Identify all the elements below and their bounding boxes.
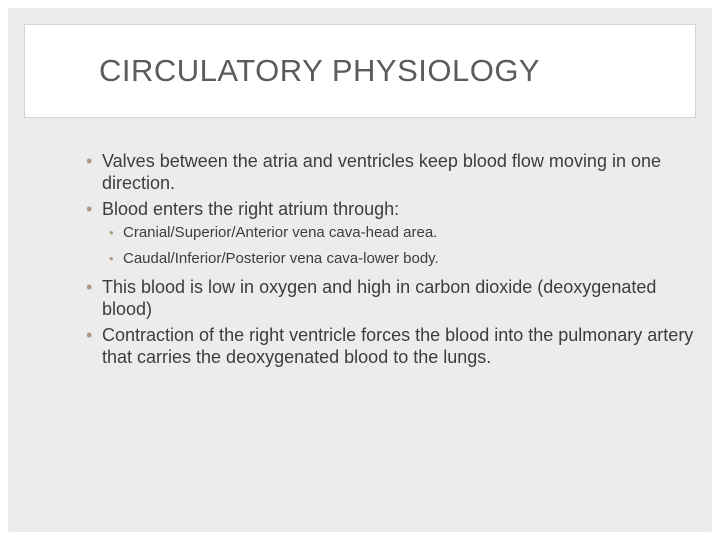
slide [8,8,712,532]
bullet-text: Valves between the atria and ventricles keep blood flow moving in one direction. [102,151,662,193]
bullet-text: Contraction of the right ventricle forces the blood into the pulmonary artery that carries the deoxygenated blood to the lungs. [102,325,694,367]
sub-bullet-text: Caudal/Inferior/Posterior vena cava-lower body. [123,250,439,267]
bullet-icon: • [86,325,93,345]
sub-bullet-text: Cranial/Superior/Anterior vena cava-head area. [123,224,438,241]
bullet-icon: • [86,277,93,297]
bullet-text: This blood is low in oxygen and high in carbon dioxide (deoxygenated blood) [102,277,657,319]
bullet-item [76,276,706,320]
bullet-icon: • [86,199,93,219]
bullet-list [76,150,706,372]
sub-bullet-icon: • [109,225,114,240]
bullet-item [76,150,706,194]
sub-bullet-item [76,250,706,268]
slide-title: CIRCULATORY PHYSIOLOGY [99,53,541,88]
sub-bullet-icon: • [109,251,114,266]
bullet-item [76,198,706,220]
bullet-text: Blood enters the right atrium through: [102,199,400,219]
bullet-item [76,324,706,368]
sub-bullet-item [76,224,706,242]
bullet-icon: • [86,151,93,171]
